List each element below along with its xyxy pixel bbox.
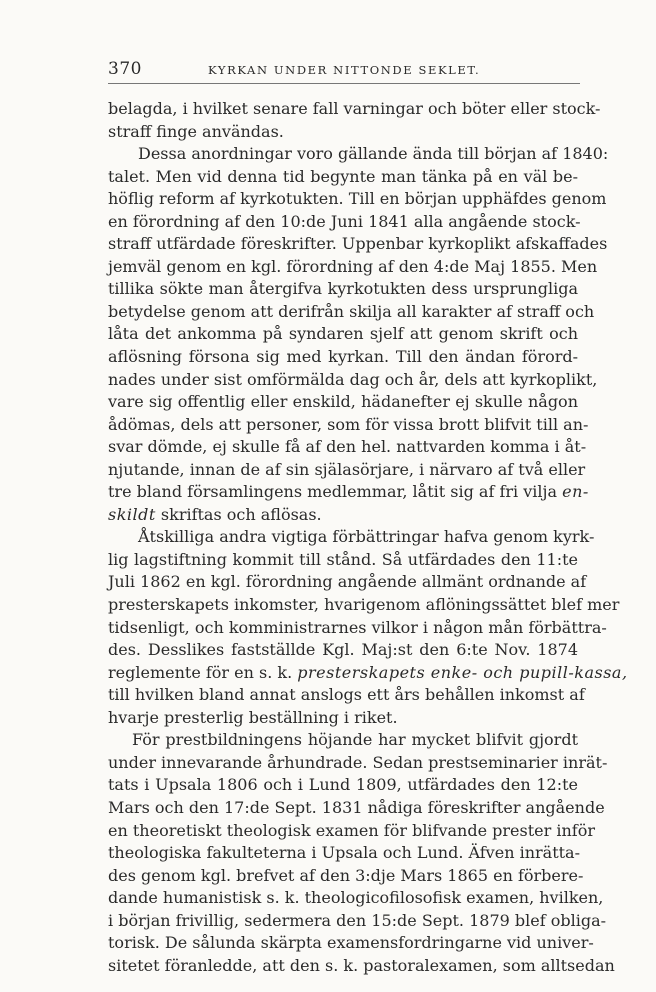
text-line: dande humanistisk s. k. theologicofilosofisk examen, hvilken, [108,888,604,908]
text-line: straff utfärdade föreskrifter. Uppenbar kyrkoplikt afskaffades [108,234,608,254]
text-segment: skriftas och aflösas. [160,504,322,524]
text-line: tats i Upsala 1806 och i Lund 1809, utfärdades den 12:te [108,775,578,795]
text-line [108,504,578,527]
italic-text: presterskapets enke- och pupill-kassa, [297,662,628,682]
text-line: betydelse genom att derifrån skilja all karakter af straff och [108,301,595,321]
text-line: belagda, i hvilket senare fall varningar och böter eller stock- [108,99,601,118]
text-line: theologiska fakulteterna i Upsala och Lund. Äfven inrätta- [108,843,580,863]
text-line: höflig reform af kyrkotukten. Till en början upphäfdes genom [108,189,607,209]
text-line: Mars och den 17:de Sept. 1831 nådiga föreskrifter angående [108,797,605,817]
running-header [108,57,580,84]
text-segment: reglemente för en s. k. [108,662,293,682]
text-line: presterskapets inkomster, hvarigenom aflöningssättet blef mer [108,595,620,615]
text-line: svar dömde, ej skulle få af den hel. nattvarden komma i åt- [108,437,587,457]
text-line: tillika sökte man återgifva kyrkotukten dess ursprungliga [108,279,578,299]
text-line: des genom kgl. brefvet af den 3:dje Mars 1865 en förbere- [108,865,584,885]
text-line: torisk. De sålunda skärpta examensfordringarne vid univer- [108,933,594,953]
text-line: aflösning försona sig med kyrkan. Till den ändan förord- [108,347,578,367]
text-line: vare sig offentlig eller enskild, hädanefter ej skulle någon [108,392,578,412]
text-line: sitetet föranledde, att den s. k. pastoralexamen, som alltsedan [108,955,615,975]
page-number: 370 [108,59,142,79]
running-title: KYRKAN UNDER NITTONDE SEKLET. [208,63,481,77]
text-line: njutande, innan de af sin själasörjare, i närvaro af två eller [108,459,586,479]
text-line: i början frivillig, sedermera den 15:de Sept. 1879 blef obliga- [108,910,607,930]
text-line: ådömas, dels att personer, som för vissa brott blifvit till an- [108,414,589,434]
text-line: För prestbildningens höjande har mycket blifvit gjordt [132,730,578,750]
text-line: en förordning af den 10:de Juni 1841 alla angående stock- [108,211,581,231]
text-line: tidsenligt, och komministrarnes vilkor i någon mån förbättra- [108,617,607,637]
text-line: Dessa anordningar voro gällande ända till början af 1840: [138,144,609,164]
text-line: låta det ankomma på syndaren sjelf att genom skrift och [108,324,578,344]
text-line: straff finge användas. [108,121,284,141]
text-line: Åtskilliga andra vigtiga förbättringar hafva genom kyrk- [138,527,595,547]
text-line: under innevarande århundrade. Sedan prestseminarier inrät- [108,752,608,772]
italic-text: skildt [108,504,156,524]
italic-text: en- [562,482,589,502]
text-line: des. Desslikes fastställde Kgl. Maj:st den 6:te Nov. 1874 [108,640,578,660]
text-line [108,662,628,685]
text-line: hvarje presterlig beställning i riket. [108,707,398,727]
text-line: till hvilken bland annat anslogs ett års behållen inkomst af [108,685,585,705]
text-line: jemväl genom en kgl. förordning af den 4:de Maj 1855. Men [108,256,598,276]
text-line [108,481,589,504]
text-line: lig lagstiftning kommit till stånd. Så utfärdades den 11:te [108,549,578,569]
text-line: Juli 1862 en kgl. förordning angående allmänt ordnande af [108,572,587,592]
text-line: en theoretiskt theologisk examen för blifvande prester inför [108,820,595,840]
text-line: talet. Men vid denna tid begynte man tänka på en väl be- [108,166,578,186]
text-segment: tre bland församlingens medlemmar, låtit sig af fri vilja [108,482,558,502]
page-body [108,98,628,977]
text-line: nades under sist omförmälda dag och år, dels att kyrkoplikt, [108,369,598,389]
